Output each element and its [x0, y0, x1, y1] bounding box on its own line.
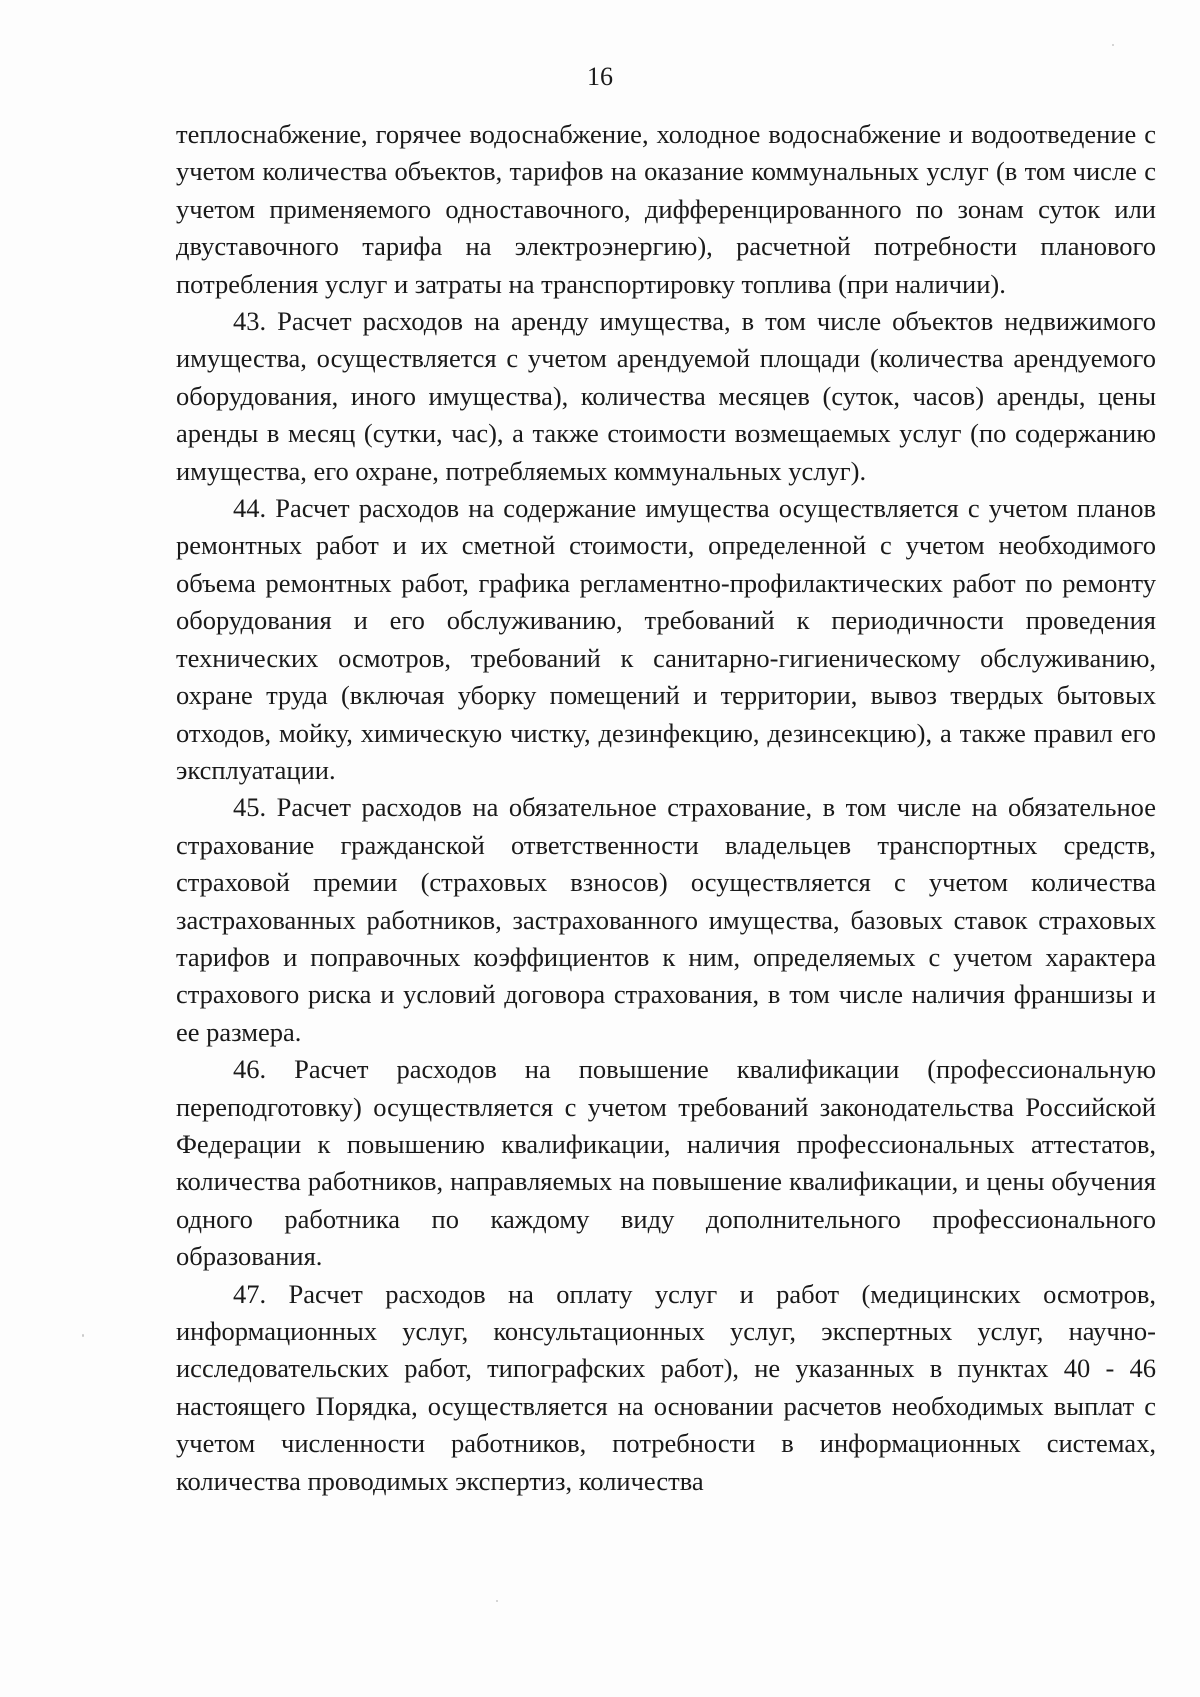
paragraph-42-continuation: теплоснабжение, горячее водоснабжение, холодное водоснабжение и водоотведение с учетом количества объектов, тарифов на оказание коммунальных услуг (в том числе с учетом применяемого одноставочного, дифференцированного по зонам суток или двуставочного тарифа на электроэнергию), расчетной потребности планового потребления услуг и затраты на транспортировку топлива (при наличии). — [176, 119, 1156, 299]
paragraph-43: 43. Расчет расходов на аренду имущества, в том числе объектов недвижимого имущества, осуществляется с учетом арендуемой площади (количества арендуемого оборудования, иного имущества), количества месяцев (суток, часов) аренды, цены аренды в месяц (сутки, час), а также стоимости возмещаемых услуг (по содержанию имущества, его охране, потребляемых коммунальных услуг). — [176, 306, 1156, 486]
page-number: 16 — [587, 62, 613, 91]
paragraph-45: 45. Расчет расходов на обязательное страхование, в том числе на обязательное страхование гражданской ответственности владельцев транспортных средств, страховой премии (страховых взносов) осуществляется с учетом количества застрахованных работников, застрахованного имущества, базовых ставок страховых тарифов и поправочных коэффициентов к ним, определяемых с учетом характера страхового риска и условий договора страхования, в том числе наличия франшизы и ее размера. — [176, 792, 1156, 1047]
scan-speck — [82, 1334, 84, 1337]
scan-speck — [496, 1600, 498, 1602]
document-body — [176, 116, 1156, 1500]
paragraph-44: 44. Расчет расходов на содержание имущества осуществляется с учетом планов ремонтных работ и их сметной стоимости, определенной с учетом необходимого объема ремонтных работ, графика регламентно-профилактических работ по ремонту оборудования и его обслуживанию, требований к периодичности проведения технических осмотров, требований к санитарно-гигиеническому обслуживанию, охране труда (включая уборку помещений и территории, вывоз твердых бытовых отходов, мойку, химическую чистку, дезинфекцию, дезинсекцию), а также правил его эксплуатации. — [176, 493, 1156, 785]
scan-speck — [1112, 44, 1114, 46]
paragraph-47: 47. Расчет расходов на оплату услуг и работ (медицинских осмотров, информационных услуг, консультационных услуг, экспертных услуг, научно-исследовательских работ, типографских работ), не указанных в пунктах 40 - 46 настоящего Порядка, осуществляется на основании расчетов необходимых выплат с учетом численности работников, потребности в информационных системах, количества проводимых экспертиз, количества — [176, 1278, 1156, 1496]
paragraph-46: 46. Расчет расходов на повышение квалификации (профессиональную переподготовку) осуществляется с учетом требований законодательства Российской Федерации к повышению квалификации, наличия профессиональных аттестатов, количества работников, направляемых на повышение квалификации, и цены обучения одного работника по каждому виду дополнительного профессионального образования. — [176, 1054, 1156, 1272]
